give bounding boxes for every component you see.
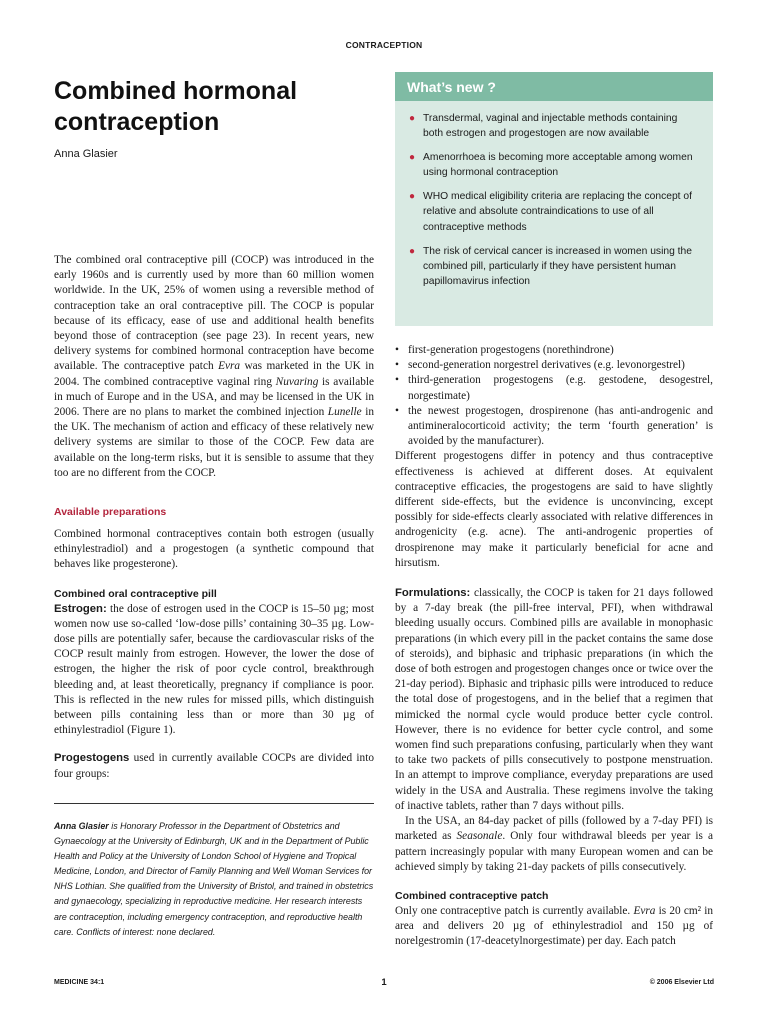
whats-new-heading: What’s new ? [395, 72, 713, 101]
patch-text-1: Only one contraceptive patch is currently available. [395, 904, 634, 917]
usa-text-1: In the USA, an 84-day packet of pills (followed by a 7-day PFI) is marketed as [395, 815, 713, 843]
intro-evra: Evra [218, 360, 241, 373]
list-item [395, 343, 713, 358]
list-item-text: second-generation norgestrel derivatives (e.g. levonorgestrel) [408, 359, 685, 372]
whats-new-item-text: The risk of cervical cancer is increased in women using the combined pill, particularly if they have persistent human papillomavirus infection [423, 245, 692, 288]
list-item [395, 373, 713, 403]
intro-lunelle: Lunelle [327, 406, 362, 419]
seasonale-name: Seasonale [456, 830, 503, 843]
list-item-text: first-generation progestogens (norethindrone) [408, 344, 614, 356]
list-item-text: third-generation progestogens (e.g. gestodene, desogestrel, norgestimate) [408, 374, 713, 402]
bullet-icon: • [395, 359, 399, 372]
patch-text-2: is 20 cm² in area and delivers 20 µg of ethinylestradiol and 150 µg of norelgestromin (17-deacetylnorgestimate) per day. Each patch [395, 904, 713, 948]
bullet-icon: • [395, 344, 399, 356]
estrogen-paragraph [54, 602, 374, 739]
whats-new-list [395, 101, 713, 289]
patch-evra: Evra [633, 904, 656, 917]
estrogen-label: Estrogen: [54, 602, 107, 615]
bullet-icon: • [395, 404, 399, 417]
bio-name: Anna Glasier [54, 821, 109, 831]
whats-new-item [409, 189, 695, 235]
whats-new-item [409, 111, 695, 142]
list-item-text: the newest progestogen, drospirenone (has anti-androgenic and antimineralocorticoid activity; the term ‘fourth generation’ is avoided by the manufacturer). [408, 404, 713, 448]
intro-nuvaring: Nuvaring [275, 375, 319, 388]
left-column [54, 253, 374, 782]
running-head: CONTRACEPTION [345, 40, 423, 50]
page-number: 1 [381, 977, 387, 988]
article-title: Combined hormonal contraception [54, 77, 298, 136]
bullet-icon: ● [409, 191, 416, 203]
patch-paragraph [395, 904, 713, 950]
intro-text-3: is available in much of Europe and in the USA, and may be licensed in the UK in 2006. There are no plans to market the combined injection [54, 375, 375, 419]
subheading-cocp: Combined oral contraceptive pill [54, 587, 217, 600]
author-bio [54, 819, 374, 940]
potency-paragraph: Different progestogens differ in potency and thus contraceptive effectiveness is achieved at different doses. At equivalent contraceptive efficacies, the progestogens are said to have slightly different side-effects, but the evidence is unconvincing, except possibly for side-effects clearly associated with relative differences in androgenicity (e.g. acne). The anti-androgenic properties of drospirenone may make it particularly beneficial for acne and hirsutism. [395, 450, 713, 569]
bullet-icon: • [395, 374, 399, 387]
author-name: Anna Glasier [54, 148, 118, 160]
list-item [395, 404, 713, 450]
bio-text: is Honorary Professor in the Department of Obstetrics and Gynaecology at the University of Edinburgh, UK and in the Department of Public Health and Policy at the University of London School of Hygiene and Tropical Medicine, London, and Director of Family Planning and Well Woman Services for NHS Lothian. She qualified from the University of Bristol, and trained in obstetrics and gynaecology, specializing in reproductive medicine. Her research interests are contraception, including emergency contraception, and reproductive health care. Conflicts of interest: none declared. [54, 821, 374, 937]
bullet-icon: ● [409, 152, 416, 164]
footer-copyright: © 2006 Elsevier Ltd [649, 979, 714, 986]
usa-paragraph [395, 814, 713, 875]
intro-text-2: was marketed in the UK in 2004. The combined contraceptive vaginal ring [54, 360, 375, 388]
whats-new-item [409, 244, 695, 290]
intro-text-4: in the UK. The mechanism of action and efficacy of these relatively new delivery systems are similar to those of the COCP. Few data are available on the long-term risks, but it is sensible to assume that they too are no different from the COCP. [54, 406, 374, 479]
estrogen-text: the dose of estrogen used in the COCP is 15–50 µg; most women now use so-called ‘low-dose pills’ containing 30–35 µg. Low-dose pills are potentially safer, because the cardiovascular risks of the COCP result mainly from estrogen. However, the lower the dose of estrogen, the higher the risk of poor cycle control, breakthrough bleeding and, at least theoretically, pregnancy if compliance is poor. This is reflected in the new rules for missed pills, which distinguish between pills containing less than or more than 30 µg of ethinylestradiol (Figure 1). [54, 602, 374, 737]
whats-new-item [409, 150, 695, 181]
intro-paragraph [54, 253, 374, 481]
bio-divider [54, 803, 374, 804]
whats-new-item-text: Transdermal, vaginal and injectable methods containing both estrogen and progestogen are now available [423, 113, 678, 140]
subheading-patch: Combined contraceptive patch [395, 889, 549, 902]
bullet-icon: ● [409, 245, 416, 257]
progestogens-text: used in currently available COCPs are divided into four groups: [54, 752, 374, 780]
progestogen-groups-list [395, 343, 713, 449]
right-column [395, 343, 713, 950]
whats-new-item-text: WHO medical eligibility criteria are replacing the concept of relative and absolute contraindications to use of all contraceptive methods [423, 191, 692, 233]
progestogens-label: Progestogens [54, 752, 130, 765]
footer-journal: MEDICINE 34:1 [54, 979, 105, 986]
formulations-paragraph [395, 586, 713, 814]
intro-text-1: The combined oral contraceptive pill (COCP) was introduced in the early 1960s and is currently used by more than 60 million women worldwide. In the UK, 25% of women using a reversible method of contraception take an oral contraceptive pill. The COCP is popular because of its efficacy, ease of use and additional health benefits beyond those of contraception (see page 23). In recent years, new delivery systems for combined hormonal contraception have become available. The contraceptive patch [54, 254, 374, 373]
section-heading-available: Available preparations [54, 506, 167, 519]
usa-text-2: . Only four withdrawal bleeds per year is a pattern increasingly popular with many European women and can be achieved simply by taking 21-day packets of pills consecutively. [395, 830, 713, 873]
whats-new-item-text: Amenorrhoea is becoming more acceptable among women using hormonal contraception [423, 152, 693, 179]
whats-new-box [395, 72, 713, 326]
formulations-label: Formulations: [395, 587, 471, 600]
bullet-icon: ● [409, 113, 416, 124]
list-item [395, 358, 713, 373]
formulations-text: classically, the COCP is taken for 21 days followed by a 7-day break (the pill-free interval, PFI), when withdrawal bleeding usually occurs. Combined pills are available in monophasic preparations (in which every pill in the packet contains the same dose of steroids), and biphasic and triphasic preparations (in which the dose of both estrogen and progestogen changes once or twice over the 21-day period). Biphasic and triphasic pills were introduced to reduce the total dose of progestogens, and in the belief that a regimen that mimicked the normal cycle would produce better cycle control. However, there is no evidence for better cycle control, and some women find such preparations confusing, particularly when they want to take two packets of pills consecutively to postpone menstruation. In an attempt to improve compliance, everyday preparations are used widely in the USA and Australia. These regimens involve the taking of inactive tablets, rather than 7 days without pills. [395, 587, 713, 812]
available-paragraph: Combined hormonal contraceptives contain both estrogen (usually ethinylestradiol) and a progestogen (a synthetic compound that behaves like progesterone). [54, 528, 374, 571]
progestogens-paragraph [54, 751, 374, 781]
